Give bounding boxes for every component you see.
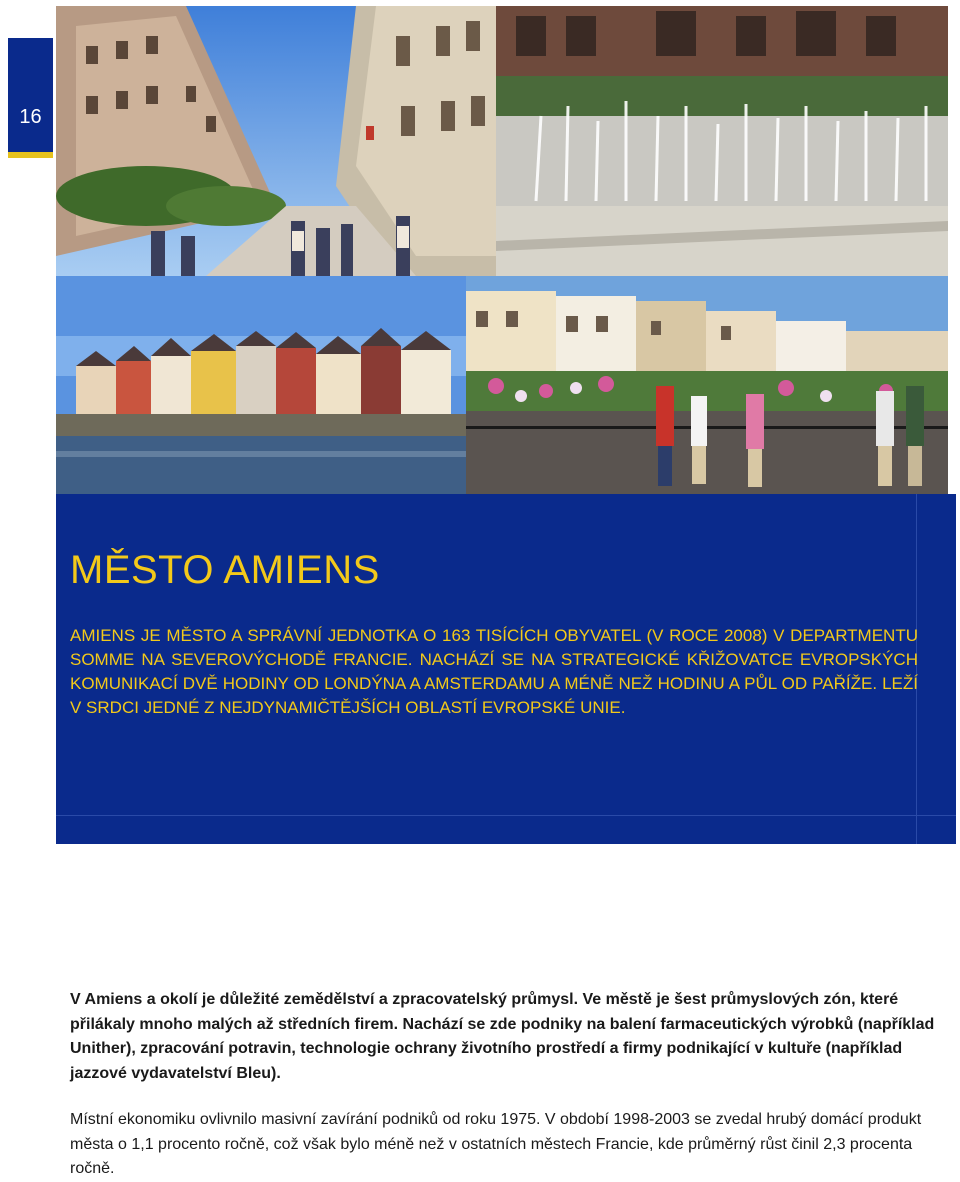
economy-paragraph-2: Místní ekonomiku ovlivnilo masivní zavírání podniků od roku 1975. V období 1998-2003 se zvedal hrubý domácí produkt města o 1,1 procento ročně, což však bylo méně než v ostatních městech Francie, kde průměrný růst činil 2,3 procenta ročně. — [70, 1111, 922, 1177]
intro-text: AMIENS JE MĚSTO A SPRÁVNÍ JEDNOTKA O 163 TISÍCÍCH OBYVATEL (V ROCE 2008) V DEPARTMENTU SOMME NA SEVEROVÝCHODĚ FRANCIE. NACHÁZÍ SE NA STRATEGICKÉ KŘIŽOVATCE EVROPSKÝCH KOMUNIKACÍ DVĚ HODINY OD LONDÝNA A AMSTERDAMU A MÉNĚ NEŽ HODINU A PŮL OD PAŘÍŽE. LEŽÍ V SRDCI JEDNÉ Z NEJDYNAMIČTĚJŠÍCH OBLASTÍ EVROPSKÉ UNIE. — [70, 626, 918, 717]
page-number: 16 — [19, 106, 42, 128]
photo-promenade — [466, 276, 948, 494]
tab-stripe — [8, 152, 53, 158]
page-title: MĚSTO AMIENS — [70, 548, 380, 592]
photo-canal — [56, 276, 466, 494]
panel-divider-horizontal — [56, 815, 956, 816]
photo-fountain — [496, 6, 948, 276]
photo-street — [56, 6, 496, 276]
economy-paragraph-1: V Amiens a okolí je důležité zemědělství a zpracovatelský průmysl. Ve městě je šest průmyslových zón, které přilákaly mnoho malých až středních firem. Nachází se zde podniky na balení farmaceutických výrobků (například Unither), zpracování potravin, technologie ochrany životního prostředí a firmy podnikající v kultuře (například jazzové vydavatelství Bleu). — [70, 991, 935, 1082]
page-number-tab — [8, 38, 53, 158]
